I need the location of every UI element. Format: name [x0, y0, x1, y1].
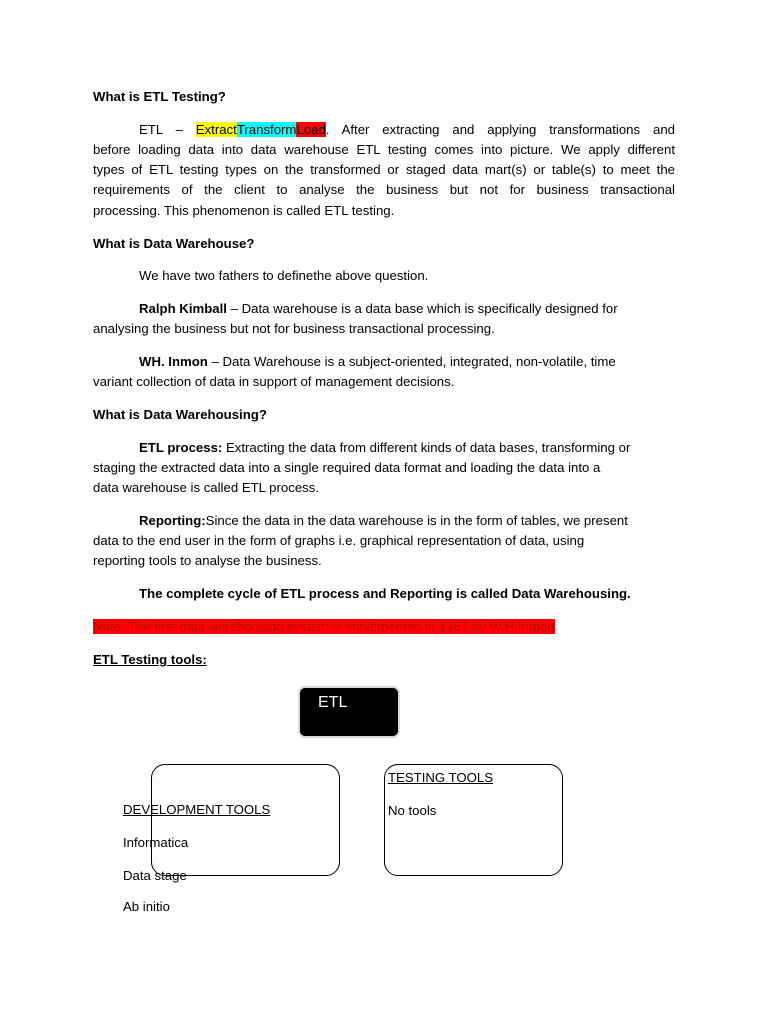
- reporting-label: Reporting:: [139, 513, 206, 528]
- testing-tools-title: TESTING TOOLS: [388, 770, 494, 785]
- kimball-line-2: analysing the business but not for business transactional processing.: [93, 321, 495, 336]
- paragraph-two-fathers: We have two fathers to definethe above question.: [139, 268, 429, 283]
- etl-process-line-2: staging the extracted data into a single required data format and loading the data into a: [93, 460, 601, 475]
- p1-line-4: requirements of the client to analyse the business but not for business transactional: [93, 182, 675, 197]
- reporting-line-2: data to the end user in the form of graphs i.e. graphical representation of data, using: [93, 533, 585, 548]
- heading-what-is-data-warehousing: What is Data Warehousing?: [93, 407, 267, 422]
- note-highlight: Note: The first data warehousing system is implemented in 1987 by W.H.Inmon: [93, 619, 555, 634]
- etl-process-line-1: ETL process: Extracting the data from different kinds of data bases, transforming or: [139, 440, 631, 455]
- heading-what-is-data-warehouse: What is Data Warehouse?: [93, 236, 255, 251]
- etl-black-box: [300, 688, 398, 736]
- highlight-transform: Transform: [236, 122, 297, 137]
- etl-process-line-3: data warehouse is called ETL process.: [93, 480, 320, 495]
- dev-tool-item: Ab initio: [123, 899, 170, 914]
- test-tool-item: No tools: [388, 803, 437, 818]
- heading-what-is-etl-testing: What is ETL Testing?: [93, 89, 226, 104]
- inmon-line-2: variant collection of data in support of management decisions.: [93, 374, 455, 389]
- note-line: [93, 617, 555, 637]
- reporting-line-1: Reporting:Since the data in the data warehouse is in the form of tables, we present: [139, 513, 628, 528]
- summary-statement: The complete cycle of ETL process and Reporting is called Data Warehousing.: [139, 586, 631, 601]
- p1-line-1: ETL – ExtractTransformLoad. After extracting and applying transformations and: [139, 122, 675, 137]
- etl-process-label: ETL process:: [139, 440, 223, 455]
- dev-tool-item: Informatica: [123, 835, 189, 850]
- kimball-line-1: Ralph Kimball – Data warehouse is a data base which is specifically designed for: [139, 301, 618, 316]
- p1-line-5: processing. This phenomenon is called ETL testing.: [93, 203, 395, 218]
- etl-box-label: ETL: [318, 694, 348, 711]
- dev-tool-item: Data stage: [123, 868, 187, 883]
- kimball-name: Ralph Kimball: [139, 301, 227, 316]
- p1-line-2: before loading data into data warehouse ETL testing comes into picture. We apply different: [93, 142, 675, 157]
- development-tools-box: [151, 764, 340, 876]
- inmon-line-1: WH. Inmon – Data Warehouse is a subject-oriented, integrated, non-volatile, time: [139, 354, 616, 369]
- inmon-name: WH. Inmon: [139, 354, 208, 369]
- p1-line-3: types of ETL testing types on the transformed or staged data mart(s) or table(s) to meet the: [93, 162, 675, 177]
- reporting-line-3: reporting tools to analyse the business.: [93, 553, 322, 568]
- highlight-load: Load: [296, 122, 326, 137]
- heading-etl-testing-tools: ETL Testing tools:: [93, 652, 207, 667]
- highlight-extract: Extract: [195, 122, 237, 137]
- development-tools-title: DEVELOPMENT TOOLS: [123, 802, 271, 817]
